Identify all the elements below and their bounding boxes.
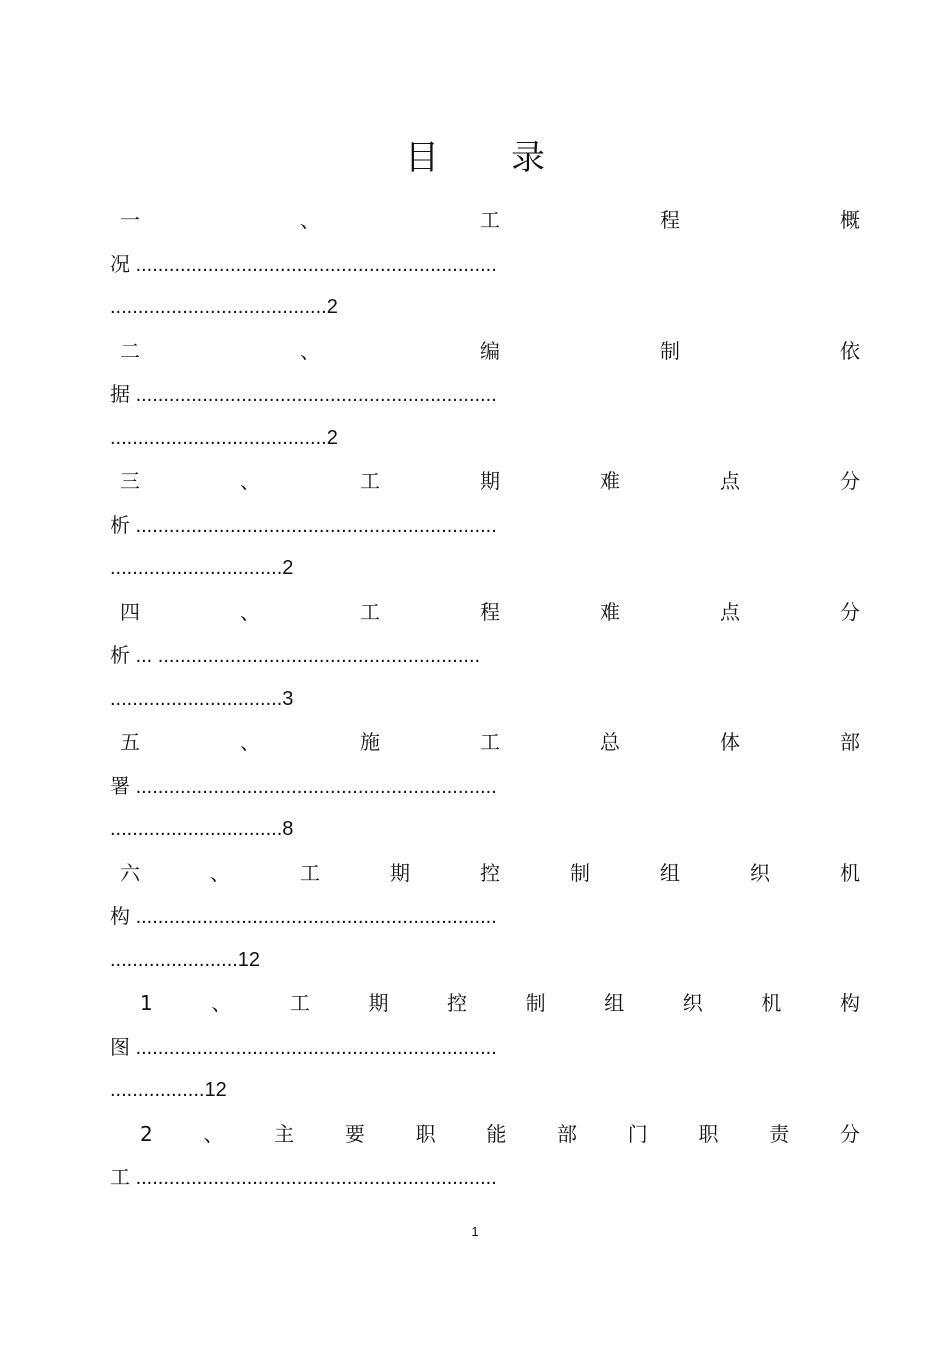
heading-char: 1 bbox=[140, 991, 153, 1015]
heading-char: 制 bbox=[570, 860, 590, 885]
toc-entry-page-ref[interactable]: .................12 bbox=[110, 1079, 227, 1101]
toc-entry-continuation[interactable] bbox=[110, 1032, 860, 1062]
heading-char: 组 bbox=[604, 991, 625, 1015]
heading-char: 织 bbox=[682, 991, 703, 1015]
heading-char: 期 bbox=[480, 469, 500, 493]
heading-char: 、 bbox=[211, 991, 232, 1015]
heading-char: 工 bbox=[480, 730, 500, 754]
toc-entry-heading[interactable] bbox=[110, 597, 860, 627]
heading-char: 六 bbox=[120, 860, 140, 885]
heading-char: 门 bbox=[627, 1121, 648, 1146]
toc-entry-continuation[interactable] bbox=[110, 510, 860, 540]
dot-leader: ................................................................. bbox=[135, 514, 497, 537]
heading-char: 编 bbox=[480, 338, 500, 363]
heading-char: 工 bbox=[480, 208, 500, 232]
heading-char: 工 bbox=[289, 991, 310, 1015]
dot-leader: ... .......................................................... bbox=[135, 645, 481, 667]
dot-leader: ................................................................. bbox=[135, 1036, 497, 1059]
heading-char: 组 bbox=[660, 860, 680, 885]
toc-entry-page-ref[interactable]: ...............................2 bbox=[110, 557, 294, 579]
heading-char: 要 bbox=[344, 1121, 365, 1146]
dot-leader: ................................................................. bbox=[135, 1167, 497, 1189]
continuation-char: 析 bbox=[110, 643, 130, 667]
heading-char: 期 bbox=[390, 860, 410, 885]
heading-char: 二 bbox=[120, 338, 140, 363]
continuation-char: 工 bbox=[110, 1165, 130, 1189]
heading-char: 机 bbox=[840, 860, 860, 885]
heading-char: 制 bbox=[660, 338, 680, 363]
heading-char: 期 bbox=[368, 991, 389, 1015]
dot-leader: ................................................................. bbox=[135, 253, 497, 276]
heading-char: 点 bbox=[720, 469, 740, 493]
heading-char: 工 bbox=[360, 469, 380, 493]
heading-char: 能 bbox=[486, 1121, 507, 1146]
continuation-char: 况 bbox=[110, 251, 130, 276]
heading-char: 、 bbox=[210, 860, 230, 885]
heading-char: 、 bbox=[240, 469, 260, 493]
toc-entry-heading[interactable] bbox=[110, 336, 860, 366]
toc-entry-heading[interactable] bbox=[110, 858, 860, 888]
heading-char: 依 bbox=[840, 338, 860, 363]
heading-char: 程 bbox=[660, 208, 680, 232]
toc-entry-page-ref[interactable]: .......................................2 bbox=[110, 296, 338, 318]
toc-entry-continuation[interactable] bbox=[110, 1162, 860, 1192]
heading-char: 、 bbox=[203, 1121, 224, 1146]
heading-char: 概 bbox=[840, 208, 860, 232]
toc-entry-continuation[interactable] bbox=[110, 249, 860, 279]
heading-char: 职 bbox=[698, 1121, 719, 1146]
toc-entry-continuation[interactable] bbox=[110, 379, 860, 409]
heading-char: 五 bbox=[120, 730, 140, 754]
heading-char: 责 bbox=[769, 1121, 790, 1146]
continuation-char: 析 bbox=[110, 512, 130, 537]
heading-char: 分 bbox=[839, 1121, 860, 1146]
heading-char: 2 bbox=[140, 1121, 153, 1146]
heading-char: 总 bbox=[600, 730, 620, 754]
heading-char: 体 bbox=[720, 730, 740, 754]
continuation-char: 图 bbox=[110, 1034, 130, 1059]
heading-char: 四 bbox=[120, 599, 140, 624]
dot-leader: ................................................................. bbox=[135, 384, 497, 406]
heading-char: 一 bbox=[120, 208, 140, 232]
toc-entry-page-ref[interactable]: ...............................3 bbox=[110, 687, 294, 710]
toc-entry-heading[interactable] bbox=[110, 988, 860, 1018]
continuation-char: 据 bbox=[110, 382, 130, 406]
heading-char: 主 bbox=[274, 1121, 295, 1146]
toc-entry-continuation[interactable] bbox=[110, 901, 860, 931]
heading-char: 织 bbox=[750, 860, 770, 885]
toc-entry-continuation[interactable] bbox=[110, 640, 860, 670]
heading-char: 分 bbox=[840, 469, 860, 493]
heading-char: 难 bbox=[600, 469, 620, 493]
heading-char: 部 bbox=[840, 730, 860, 754]
heading-char: 构 bbox=[839, 991, 860, 1015]
heading-char: 施 bbox=[360, 730, 380, 754]
heading-char: 分 bbox=[840, 599, 860, 624]
toc-entry-page-ref[interactable]: ...............................8 bbox=[110, 818, 294, 840]
continuation-char: 署 bbox=[110, 773, 130, 798]
continuation-char: 构 bbox=[110, 904, 130, 928]
toc-entry-heading[interactable] bbox=[110, 1119, 860, 1149]
heading-char: 工 bbox=[360, 599, 380, 624]
heading-char: 三 bbox=[120, 469, 140, 493]
toc-entry-heading[interactable] bbox=[110, 727, 860, 757]
heading-char: 职 bbox=[415, 1121, 436, 1146]
heading-char: 难 bbox=[600, 599, 620, 624]
heading-char: 点 bbox=[720, 599, 740, 624]
title-char: 录 bbox=[511, 138, 545, 178]
heading-char: 、 bbox=[300, 208, 320, 232]
toc-entry-page-ref[interactable]: .......................................2 bbox=[110, 426, 338, 449]
heading-char: 工 bbox=[300, 860, 320, 885]
dot-leader: ................................................................. bbox=[135, 775, 497, 798]
toc-entry-page-ref[interactable]: .......................12 bbox=[110, 948, 261, 971]
title-char: 目 bbox=[405, 138, 439, 178]
heading-char: 控 bbox=[447, 991, 468, 1015]
page-number: 1 bbox=[471, 1224, 479, 1239]
heading-char: 控 bbox=[480, 860, 500, 885]
heading-char: 、 bbox=[240, 599, 260, 624]
heading-char: 制 bbox=[525, 991, 546, 1015]
dot-leader: ................................................................. bbox=[135, 906, 497, 928]
heading-char: 、 bbox=[240, 730, 260, 754]
toc-entry-continuation[interactable] bbox=[110, 771, 860, 801]
heading-char: 机 bbox=[761, 991, 782, 1015]
heading-char: 部 bbox=[557, 1121, 578, 1146]
toc-title bbox=[0, 130, 950, 179]
toc-entry-heading[interactable] bbox=[110, 466, 860, 496]
heading-char: 程 bbox=[480, 599, 500, 624]
heading-char: 、 bbox=[300, 338, 320, 363]
toc-entry-heading[interactable] bbox=[110, 205, 860, 235]
